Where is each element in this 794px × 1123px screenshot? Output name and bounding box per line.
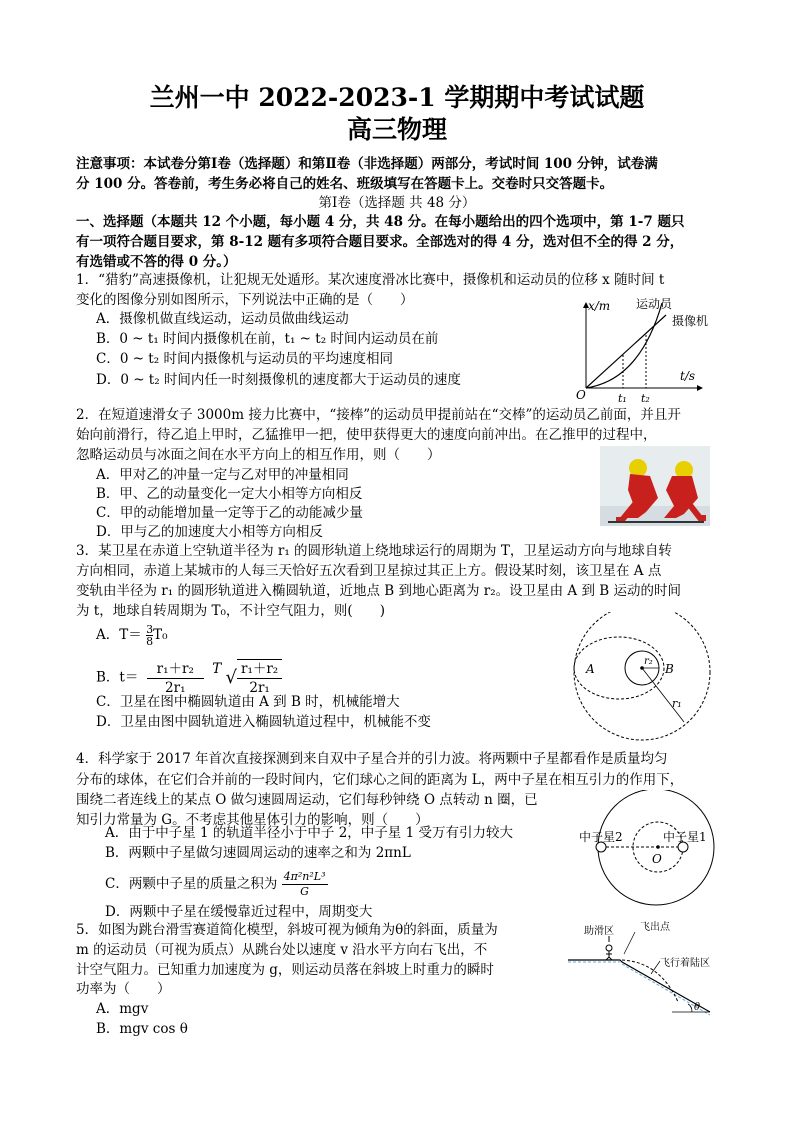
q4-center-o bbox=[656, 845, 660, 849]
q3-line-1: 3．某卫星在赤道上空轨道半径为 r₁ 的圆形轨道上绕地球运行的周期为 T，卫星运动方向与地球自转 bbox=[76, 543, 672, 559]
q4-line-1: 4．科学家于 2017 年首次直接探测到来自双中子星合并的引力波。将两颗中子星都看作是质量均匀 bbox=[76, 751, 668, 767]
q4-option-d: D．两颗中子星在缓慢靠近过程中，周期变大 bbox=[105, 904, 373, 920]
q1-option-d: D．0 ~ t₂ 时间内任一时刻摄像机的速度都大于运动员的速度 bbox=[96, 372, 461, 388]
q4-option-c bbox=[105, 870, 328, 899]
q1-option-c: C．0 ~ t₂ 时间内摄像机与运动员的平均速度相同 bbox=[96, 351, 393, 367]
q3-line-3: 变轨由半径为 r₁ 的圆形轨道进入椭圆轨道，近地点 B 到地心距离为 r₂。设卫星由 A 到 B 运动的时间 bbox=[76, 583, 681, 599]
q2-option-b: B．甲、乙的动量变化一定大小相等方向相反 bbox=[96, 486, 363, 502]
q3-b-num1: r₁＋r₂ bbox=[147, 660, 204, 679]
q3-orbit-diagram bbox=[572, 612, 717, 757]
section-instr-3: 有选错或不答的得 0 分。） bbox=[76, 254, 237, 270]
q3-b-sqrt: √ bbox=[225, 667, 237, 688]
q2-option-a: A．甲对乙的冲量一定与乙对甲的冲量相同 bbox=[96, 467, 349, 483]
q4-option-b: B．两颗中子星做匀速圆周运动的速率之和为 2πnL bbox=[105, 845, 411, 861]
q1-camera-label: 摄像机 bbox=[672, 314, 709, 328]
q5-athlete-body bbox=[606, 951, 612, 960]
q3-option-a bbox=[96, 624, 167, 647]
q4-c-prefix: C．两颗中子星的质量之积为 bbox=[105, 876, 278, 892]
q5-theta-label: θ bbox=[694, 1002, 701, 1013]
q3-a-num: 3 bbox=[146, 623, 154, 636]
q5-line-3: 计空气阻力。已知重力加速度为 g，则运动员落在斜坡上时重力的瞬时 bbox=[76, 962, 494, 978]
q3-option-c: C．卫星在图中椭圆轨道由 A 到 B 时，机械能增大 bbox=[96, 694, 400, 710]
q4-star1-label: 中子星1 bbox=[663, 830, 707, 844]
q3-b-t: T bbox=[212, 661, 222, 677]
q5-zone2-label: 飞行着陆区 bbox=[660, 958, 710, 969]
q1-athlete-curve bbox=[586, 303, 662, 388]
section-instr-2: 有一项符合题目要求，第 8-12 题有多项符合题目要求。全部选对的得 4 分，选对但不全的得 2 分， bbox=[76, 234, 684, 250]
q4-o-label: O bbox=[652, 852, 662, 866]
q3-r2-label: r₂ bbox=[644, 656, 653, 667]
q5-athlete bbox=[606, 945, 612, 951]
section-instr-1: 一、选择题（本题共 12 个小题，每小题 4 分，共 48 分。在每小题给出的四个选项中，第 1-7 题只 bbox=[76, 214, 685, 230]
q2-line-3: 忽略运动员与冰面之间在水平方向上的相互作用，则（ ） bbox=[76, 447, 441, 463]
q5-zone1-label: 助滑区 bbox=[584, 926, 614, 937]
q5-option-a: A．mgv bbox=[96, 1001, 149, 1017]
q2-option-d: D．甲与乙的加速度大小相等方向相反 bbox=[96, 524, 323, 540]
q5-line-2: m 的运动员（可视为质点）从跳台处以速度 v 沿水平方向右飞出，不 bbox=[76, 942, 488, 958]
q5-line-4: 功率为（ ） bbox=[76, 981, 171, 997]
q4-c-den: G bbox=[300, 885, 309, 898]
q5-line-1: 5．如图为跳台滑雪赛道简化模型，斜坡可视为倾角为θ的斜面，质量为 bbox=[76, 922, 498, 938]
notice-line-2: 分 100 分。答卷前，考生务必将自己的姓名、班级填写在答题卡上。交卷时只交答题卡。 bbox=[76, 176, 614, 192]
q2-line-1: 2．在短道速滑女子 3000m 接力比赛中，“接棒”的运动员甲提前站在“交棒”的运动员乙前面，并且开 bbox=[76, 407, 681, 423]
q4-binary-star-diagram bbox=[575, 790, 725, 908]
q1-t1-label: t₁ bbox=[618, 392, 627, 405]
q3-line-2: 方向相同，赤道上某城市的人每三天恰好五次看到卫星掠过其正上方。假设某时刻，该卫星在 A 点 bbox=[76, 563, 662, 579]
q3-a-den: 8 bbox=[146, 635, 154, 648]
q1-line-2: 变化的图像分别如图所示，下列说法中正确的是（ ） bbox=[76, 292, 414, 308]
q1-athlete-label: 运动员 bbox=[636, 297, 673, 311]
q1-line-1: 1．“猎豹”高速摄像机，让犯规无处遁形。某次速度滑冰比赛中，摄像机和运动员的位移 x 随时间 t bbox=[76, 272, 665, 288]
q4-option-a: A．由于中子星 1 的轨道半径小于中子 2，中子星 1 受万有引力较大 bbox=[105, 825, 513, 841]
q1-t2-label: t₂ bbox=[641, 392, 650, 405]
q5-point-pointer bbox=[624, 932, 635, 954]
q1-origin: O bbox=[576, 388, 586, 402]
q5-ski-jump-diagram bbox=[560, 920, 720, 1020]
q2-option-c: C．甲的动能增加量一定等于乙的动能减少量 bbox=[96, 505, 363, 521]
q5-angle-arc bbox=[688, 1004, 692, 1012]
q3-option-d: D．卫星由图中圆轨道进入椭圆轨道过程中，机械能不变 bbox=[96, 714, 431, 730]
q2-line-2: 始向前滑行，待乙追上甲时，乙猛推甲一把，使甲获得更大的速度向前冲出。在乙推甲的过程中， bbox=[76, 427, 657, 443]
section-title: 第Ⅰ卷（选择题 共 48 分） bbox=[318, 195, 476, 211]
exam-subject: 高三物理 bbox=[346, 115, 447, 144]
q1-ylabel: x/m bbox=[588, 299, 611, 313]
q3-b-prefix: B．t＝ bbox=[96, 669, 139, 686]
q3-b-den2: 2r₁ bbox=[249, 680, 270, 696]
q4-line-4: 知引力常量为 G。不考虑其他星体引力的影响，则（ ） bbox=[76, 812, 429, 828]
q5-option-b: B．mgv cos θ bbox=[96, 1021, 188, 1037]
q1-xlabel: t/s bbox=[680, 369, 696, 383]
q3-a-suffix: T₀ bbox=[153, 627, 168, 643]
q2-skaters-photo bbox=[600, 446, 710, 526]
q3-circular-orbit bbox=[574, 612, 710, 740]
q4-c-num: 4π²n²L³ bbox=[283, 870, 326, 883]
q1-option-a: A．摄像机做直线运动，运动员做曲线运动 bbox=[96, 311, 349, 327]
q3-point-a: A bbox=[586, 662, 595, 676]
q3-b-den1: 2r₁ bbox=[165, 679, 186, 696]
q4-star2-label: 中子星2 bbox=[579, 830, 623, 844]
q3-point-b: B bbox=[665, 662, 674, 676]
q5-point-label: 飞出点 bbox=[640, 922, 670, 933]
q3-line-4: 为 t，地球自转周期为 T₀，不计空气阻力，则( ) bbox=[76, 603, 385, 619]
q3-b-num2: r₁＋r₂ bbox=[237, 660, 282, 679]
q3-a-prefix: A．T＝ bbox=[96, 627, 142, 643]
q4-line-2: 分布的球体，在它们合并前的一段时间内，它们球心之间的距离为 L，两中子星在相互引力的作用下， bbox=[76, 772, 684, 788]
q3-r1-line bbox=[642, 668, 684, 722]
notice-line-1: 注意事项：本试卷分第Ⅰ卷（选择题）和第Ⅱ卷（非选择题）两部分，考试时间 100 分钟，试卷满 bbox=[76, 156, 658, 172]
q1-xt-graph bbox=[570, 295, 710, 405]
q1-option-b: B．0 ~ t₁ 时间内摄像机在前，t₁ ~ t₂ 时间内运动员在前 bbox=[96, 331, 439, 347]
exam-title: 兰州一中 2022-2023-1 学期期中考试试题 bbox=[149, 83, 645, 112]
q4-line-3: 围绕二者连线上的某点 O 做匀速圆周运动，它们每秒钟绕 O 点转动 n 圈，已 bbox=[76, 792, 538, 808]
q3-r1-label: r₁ bbox=[672, 697, 682, 710]
